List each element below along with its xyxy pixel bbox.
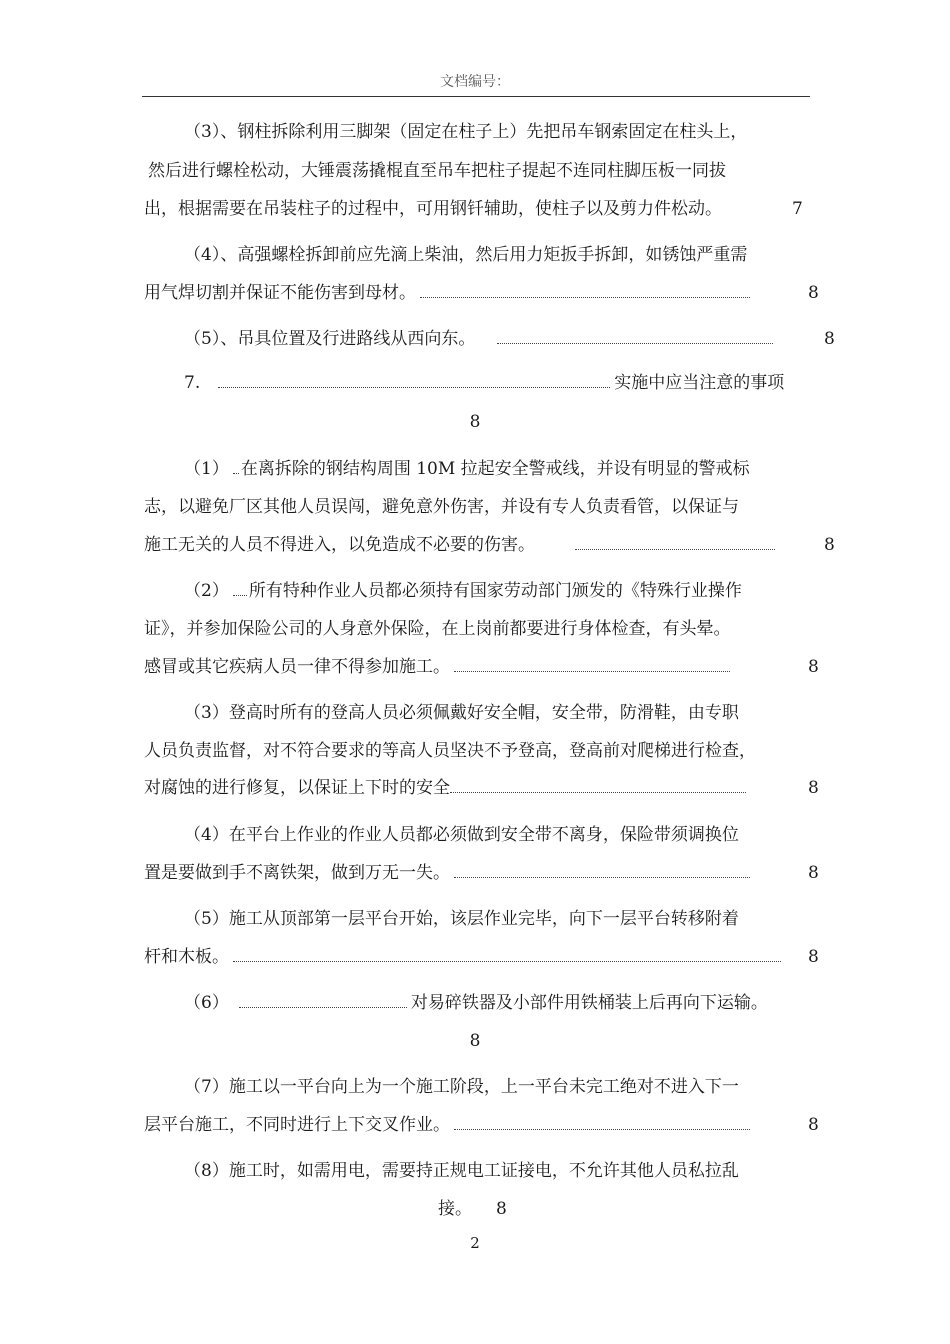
toc-leader [218, 387, 610, 388]
doc-number-label: 文档编号： [440, 74, 510, 90]
entry-5-line-1 [184, 322, 777, 356]
item-8-page: 8 [496, 1199, 507, 1219]
item-8-line-2 [438, 1192, 507, 1226]
toc-leader [233, 473, 239, 474]
toc-leader [575, 549, 775, 550]
item-5-page: 8 [808, 947, 819, 967]
entry-3-line-2: 然后进行螺栓松动，大锤震荡撬棍直至吊车把柱子提起不连同柱脚压板一同拔 [148, 161, 726, 181]
item-2-line-1 [184, 574, 742, 608]
section-7-title: 实施中应当注意的事项 [614, 373, 785, 393]
item-6-line-1 [184, 986, 768, 1020]
item-6-label: （6） [184, 993, 229, 1013]
item-5-line-2 [144, 940, 785, 974]
item-2-text-end: 感冒或其它疾病人员一律不得参加施工。 [144, 657, 450, 677]
item-4-text-end: 置是要做到手不离铁架，做到万无一失。 [144, 863, 450, 883]
item-2-label: （2） [184, 581, 229, 601]
item-4-line-1: （4）在平台上作业的作业人员都必须做到安全带不离身，保险带须调换位 [184, 825, 739, 845]
entry-4-page: 8 [808, 283, 819, 303]
item-3-line-3 [144, 771, 750, 805]
toc-leader [450, 792, 746, 793]
item-1-label: （1） [184, 459, 229, 479]
toc-leader [233, 595, 247, 596]
entry-5-page: 8 [824, 329, 835, 349]
item-5-line-1: （5）施工从顶部第一层平台开始，该层作业完毕，向下一层平台转移附着 [184, 909, 739, 929]
entry-5-text: （5）、吊具位置及行进路线从西向东。 [184, 329, 476, 349]
page-number: 2 [470, 1234, 480, 1252]
section-7-line [184, 366, 784, 400]
item-5-text-end: 杆和木板。 [144, 947, 229, 967]
toc-leader [420, 297, 750, 298]
toc-leader [454, 1129, 750, 1130]
item-8-text-end: 接。 [438, 1199, 472, 1219]
item-8-line-1: （8）施工时，如需用电，需要持正规电工证接电，不允许其他人员私拉乱 [184, 1161, 739, 1181]
item-2-line-3 [144, 650, 734, 684]
toc-leader [454, 671, 730, 672]
entry-4-text: 用气焊切割并保证不能伤害到母材。 [144, 283, 416, 303]
item-1-line-2: 志，以避免厂区其他人员误闯，避免意外伤害，并设有专人负责看管，以保证与 [144, 497, 739, 517]
toc-leader [239, 1007, 407, 1008]
header-rule [142, 96, 810, 97]
item-1-line-1 [184, 452, 750, 486]
section-7-number: 7. [184, 373, 201, 393]
item-7-line-2 [144, 1108, 754, 1142]
entry-4-line-2 [144, 276, 754, 310]
toc-leader [497, 343, 773, 344]
item-7-line-1: （7）施工以一平台向上为一个施工阶段，上一平台未完工绝对不进入下一 [184, 1077, 739, 1097]
item-3-line-1: （3）登高时所有的登高人员必须佩戴好安全帽，安全带，防滑鞋，由专职 [184, 703, 739, 723]
item-1-text: 在离拆除的钢结构周围 10M 拉起安全警戒线，并设有明显的警戒标 [240, 459, 750, 479]
item-7-text-end: 层平台施工，不同时进行上下交叉作业。 [144, 1115, 450, 1135]
item-2-page: 8 [808, 657, 819, 677]
item-2-text: 所有特种作业人员都必须持有国家劳动部门颁发的《特殊行业操作 [248, 581, 742, 601]
item-1-page: 8 [824, 535, 835, 555]
item-6-page: 8 [469, 1031, 481, 1051]
toc-leader [454, 877, 750, 878]
entry-3-page: 7 [792, 199, 803, 219]
item-3-page: 8 [808, 778, 819, 798]
item-4-line-2 [144, 856, 754, 890]
item-7-page: 8 [808, 1115, 819, 1135]
item-1-line-3 [144, 528, 779, 562]
item-6-text: 对易碎铁器及小部件用铁桶装上后再向下运输。 [410, 993, 768, 1013]
toc-leader [233, 961, 781, 962]
item-3-line-2: 人员负责监督，对不符合要求的等高人员坚决不予登高，登高前对爬梯进行检查， [144, 741, 756, 761]
section-7-page: 8 [469, 412, 481, 432]
item-4-page: 8 [808, 863, 819, 883]
entry-3-line-1: （3）、钢柱拆除利用三脚架（固定在柱子上）先把吊车钢索固定在柱头上， [184, 122, 748, 142]
item-2-line-2: 证》，并参加保险公司的人身意外保险，在上岗前都要进行身体检查，有头晕。 [144, 619, 731, 639]
item-1-text-end: 施工无关的人员不得进入，以免造成不必要的伤害。 [144, 535, 535, 555]
entry-4-line-1: （4）、高强螺栓拆卸前应先滴上柴油，然后用力矩扳手拆卸，如锈蚀严重需 [184, 245, 748, 265]
item-3-text-end: 对腐蚀的进行修复，以保证上下时的安全 [144, 778, 450, 798]
entry-3-line-3: 出，根据需要在吊装柱子的过程中，可用钢钎辅助，使柱子以及剪力件松动。 [144, 199, 722, 219]
